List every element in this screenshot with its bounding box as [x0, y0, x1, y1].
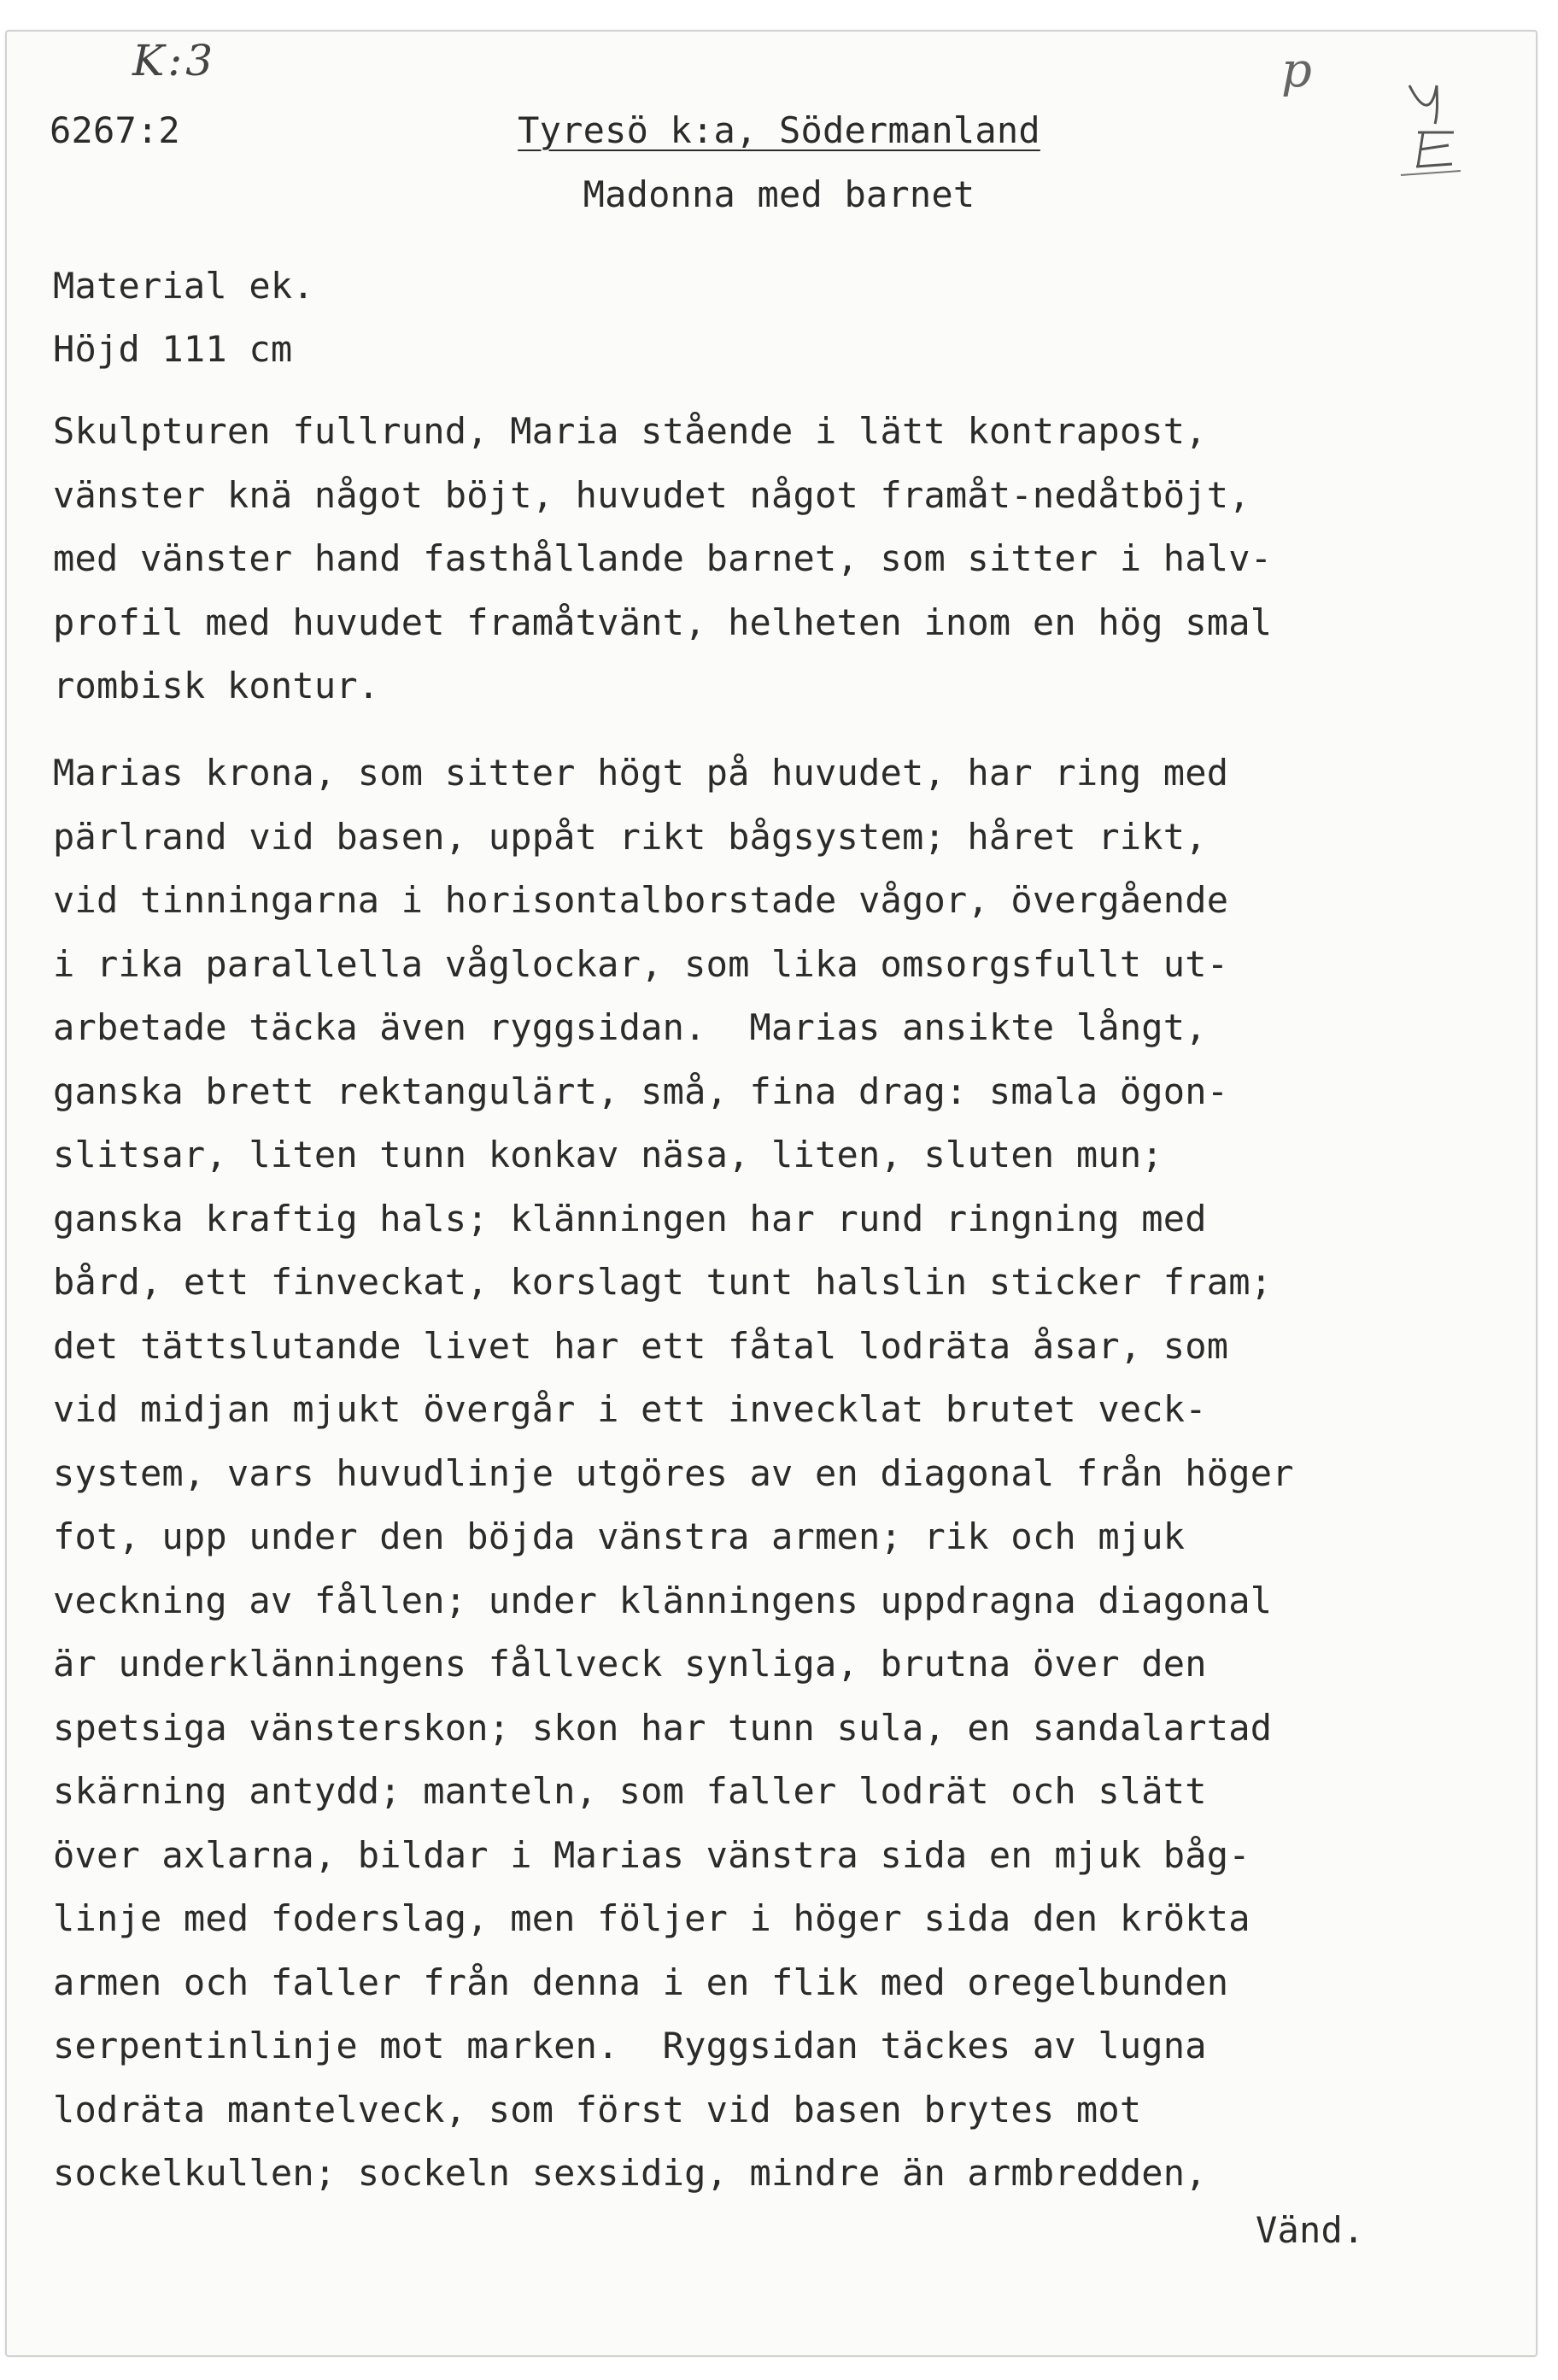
height-line: Höjd 111 cm [53, 328, 293, 370]
subject-title: Madonna med barnet [583, 173, 975, 215]
handwritten-p-mark: p [1281, 43, 1312, 98]
text-line: vid tinningarna i horisontalborstade vågor, övergående [53, 879, 1229, 921]
text-line: linje med foderslag, men följer i höger sida den krökta [53, 1897, 1250, 1939]
text-line: rombisk kontur. [53, 665, 380, 706]
text-line: fot, upp under den böjda vänstra armen; rik och mjuk [53, 1515, 1186, 1557]
handwritten-shelf-mark: K:3 [132, 36, 217, 85]
material-line: Material ek. [53, 265, 314, 307]
text-line: slitsar, liten tunn konkav näsa, liten, sluten mun; [53, 1134, 1163, 1175]
text-line: Marias krona, som sitter högt på huvudet, har ring med [53, 752, 1229, 794]
text-line: armen och faller från denna i en flik med oregelbunden [53, 1961, 1229, 2003]
text-line: veckning av fållen; under klänningens uppdragna diagonal [53, 1579, 1273, 1621]
location-title [0, 109, 1558, 151]
text-line: i rika parallella våglockar, som lika omsorgsfullt ut- [53, 942, 1229, 985]
text-line: vänster knä något böjt, huvudet något framåt-nedåtböjt, [53, 473, 1250, 516]
text-line: med vänster hand fasthållande barnet, som sitter i halv- [53, 537, 1273, 579]
text-line: över axlarna, bildar i Marias vänstra sida en mjuk båg- [53, 1833, 1250, 1876]
text-line: arbetade täcka även ryggsidan. Marias ansikte långt, [53, 1006, 1207, 1048]
text-line: profil med huvudet framåtvänt, helheten inom en hög smal [53, 601, 1273, 643]
text-line: vid midjan mjukt övergår i ett invecklat brutet veck- [53, 1388, 1207, 1430]
text-line: ganska kraftig hals; klänningen har rund ringning med [53, 1197, 1207, 1240]
text-line: bård, ett finveckat, korslagt tunt halslin sticker fram; [53, 1261, 1273, 1303]
text-line: pärlrand vid basen, uppåt rikt bågsystem; håret rikt, [53, 815, 1207, 858]
text-line: spetsiga vänsterskon; skon har tunn sula, en sandalartad [53, 1706, 1273, 1749]
text-line: lodräta mantelveck, som först vid basen brytes mot [53, 2088, 1142, 2131]
text-line: ganska brett rektangulärt, små, fina drag: smala ögon- [53, 1070, 1229, 1112]
text-line: sockelkullen; sockeln sexsidig, mindre än armbredden, [53, 2152, 1207, 2194]
text-line: serpentinlinje mot marken. Ryggsidan täckes av lugna [53, 2025, 1207, 2066]
text-line: är underklänningens fållveck synliga, brutna över den [53, 1643, 1207, 1685]
location-title-text: Tyresö k:a, Södermanland [518, 109, 1040, 151]
text-line: system, vars huvudlinje utgöres av en diagonal från höger [53, 1451, 1294, 1494]
catalog-number: 6267:2 [50, 109, 180, 151]
turn-over-note: Vänd. [1256, 2209, 1365, 2251]
text-line: det tättslutande livet har ett fåtal lodräta åsar, som [53, 1324, 1229, 1367]
text-line: Skulpturen fullrund, Maria stående i lätt kontrapost, [53, 410, 1207, 452]
text-line: skärning antydd; manteln, som faller lodrät och slätt [53, 1770, 1207, 1812]
